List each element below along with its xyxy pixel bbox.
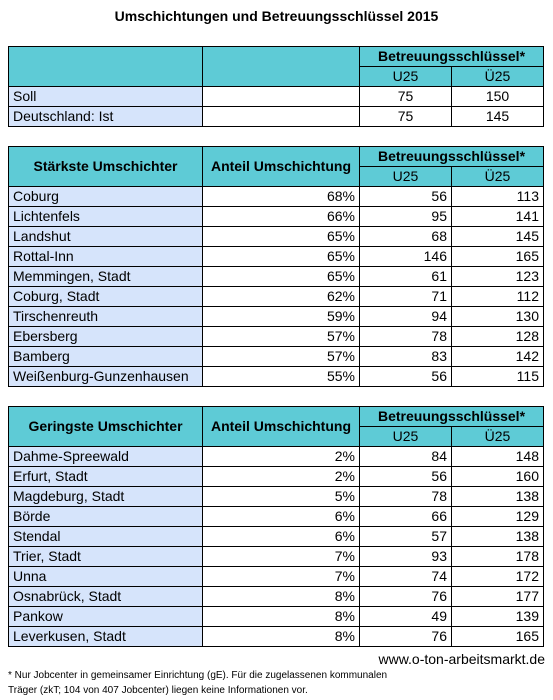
name-cell: Magdeburg, Stadt bbox=[9, 487, 203, 507]
ue25-cell: 130 bbox=[452, 307, 544, 327]
header-ue25: Ü25 bbox=[452, 67, 544, 87]
share-cell: 2% bbox=[203, 467, 360, 487]
header-u25: U25 bbox=[360, 67, 452, 87]
header-share: Anteil Umschichtung bbox=[203, 407, 360, 447]
ue25-cell: 165 bbox=[452, 627, 544, 647]
table-row bbox=[9, 507, 544, 527]
table-row bbox=[9, 267, 544, 287]
ue25-cell: 138 bbox=[452, 487, 544, 507]
header-u25: U25 bbox=[360, 167, 452, 187]
footnote bbox=[8, 668, 428, 698]
u25-cell: 56 bbox=[360, 467, 452, 487]
table-row bbox=[9, 227, 544, 247]
weakest-body bbox=[9, 447, 544, 647]
strongest-body bbox=[9, 187, 544, 387]
name-cell: Coburg, Stadt bbox=[9, 287, 203, 307]
header-betreuungsschluessel: Betreuungsschlüssel* bbox=[360, 407, 544, 427]
share-cell: 7% bbox=[203, 567, 360, 587]
table-row bbox=[9, 467, 544, 487]
table-row bbox=[9, 207, 544, 227]
header-name: Geringste Umschichter bbox=[9, 407, 203, 447]
ue25-cell: 160 bbox=[452, 467, 544, 487]
source-url: www.o-ton-arbeitsmarkt.de bbox=[378, 651, 545, 667]
u25-cell: 49 bbox=[360, 607, 452, 627]
table-row bbox=[9, 367, 544, 387]
header-name: Stärkste Umschichter bbox=[9, 147, 203, 187]
share-cell: 65% bbox=[203, 267, 360, 287]
footnote-line: * Nur Jobcenter in gemeinsamer Einrichtung (gE). Für die zugelassenen kommunalen bbox=[8, 670, 388, 681]
table-row bbox=[9, 567, 544, 587]
table-row bbox=[9, 447, 544, 467]
name-cell: Leverkusen, Stadt bbox=[9, 627, 203, 647]
ue25-cell: 150 bbox=[452, 87, 544, 107]
u25-cell: 61 bbox=[360, 267, 452, 287]
ue25-cell: 172 bbox=[452, 567, 544, 587]
ue25-cell: 115 bbox=[452, 367, 544, 387]
share-cell: 7% bbox=[203, 547, 360, 567]
u25-cell: 57 bbox=[360, 527, 452, 547]
name-cell: Osnabrück, Stadt bbox=[9, 587, 203, 607]
u25-cell: 95 bbox=[360, 207, 452, 227]
ue25-cell: 128 bbox=[452, 327, 544, 347]
table-row bbox=[9, 107, 544, 127]
u25-cell: 68 bbox=[360, 227, 452, 247]
ue25-cell: 113 bbox=[452, 187, 544, 207]
empty-cell bbox=[203, 107, 360, 127]
share-cell: 62% bbox=[203, 287, 360, 307]
name-cell: Weißenburg-Gunzenhausen bbox=[9, 367, 203, 387]
ue25-cell: 178 bbox=[452, 547, 544, 567]
share-cell: 65% bbox=[203, 247, 360, 267]
ue25-cell: 145 bbox=[452, 107, 544, 127]
table-row bbox=[9, 247, 544, 267]
u25-cell: 75 bbox=[360, 107, 452, 127]
u25-cell: 93 bbox=[360, 547, 452, 567]
u25-cell: 76 bbox=[360, 627, 452, 647]
share-cell: 57% bbox=[203, 347, 360, 367]
table-row bbox=[9, 187, 544, 207]
ue25-cell: 177 bbox=[452, 587, 544, 607]
name-cell: Coburg bbox=[9, 187, 203, 207]
name-cell: Lichtenfels bbox=[9, 207, 203, 227]
name-cell: Unna bbox=[9, 567, 203, 587]
u25-cell: 56 bbox=[360, 367, 452, 387]
name-cell: Tirschenreuth bbox=[9, 307, 203, 327]
table-row bbox=[9, 327, 544, 347]
weakest-table bbox=[8, 406, 544, 647]
table-row bbox=[9, 547, 544, 567]
u25-cell: 76 bbox=[360, 587, 452, 607]
u25-cell: 94 bbox=[360, 307, 452, 327]
table-row bbox=[9, 307, 544, 327]
share-cell: 6% bbox=[203, 507, 360, 527]
share-cell: 57% bbox=[203, 327, 360, 347]
header-ue25: Ü25 bbox=[452, 167, 544, 187]
header-betreuungsschluessel: Betreuungsschlüssel* bbox=[360, 147, 544, 167]
ue25-cell: 141 bbox=[452, 207, 544, 227]
share-cell: 2% bbox=[203, 447, 360, 467]
page-title: Umschichtungen und Betreuungsschlüssel 2015 bbox=[114, 8, 439, 24]
row-label: Soll bbox=[9, 87, 203, 107]
table-row bbox=[9, 607, 544, 627]
ue25-cell: 142 bbox=[452, 347, 544, 367]
name-cell: Trier, Stadt bbox=[9, 547, 203, 567]
share-cell: 65% bbox=[203, 227, 360, 247]
footnote-line: Träger (zkT; 104 von 407 Jobcenter) liegen keine Informationen vor. bbox=[8, 685, 308, 696]
u25-cell: 56 bbox=[360, 187, 452, 207]
share-cell: 59% bbox=[203, 307, 360, 327]
header-u25: U25 bbox=[360, 427, 452, 447]
name-cell: Erfurt, Stadt bbox=[9, 467, 203, 487]
share-cell: 8% bbox=[203, 627, 360, 647]
table-row bbox=[9, 347, 544, 367]
ue25-cell: 112 bbox=[452, 287, 544, 307]
ue25-cell: 123 bbox=[452, 267, 544, 287]
ue25-cell: 129 bbox=[452, 507, 544, 527]
name-cell: Ebersberg bbox=[9, 327, 203, 347]
ue25-cell: 138 bbox=[452, 527, 544, 547]
table-row bbox=[9, 487, 544, 507]
name-cell: Rottal-Inn bbox=[9, 247, 203, 267]
name-cell: Börde bbox=[9, 507, 203, 527]
header-share: Anteil Umschichtung bbox=[203, 147, 360, 187]
ue25-cell: 145 bbox=[452, 227, 544, 247]
ue25-cell: 165 bbox=[452, 247, 544, 267]
u25-cell: 66 bbox=[360, 507, 452, 527]
table-row bbox=[9, 587, 544, 607]
strongest-table bbox=[8, 146, 544, 387]
share-cell: 6% bbox=[203, 527, 360, 547]
u25-cell: 74 bbox=[360, 567, 452, 587]
table-row bbox=[9, 527, 544, 547]
header-empty-cell bbox=[9, 47, 203, 87]
name-cell: Stendal bbox=[9, 527, 203, 547]
u25-cell: 75 bbox=[360, 87, 452, 107]
name-cell: Pankow bbox=[9, 607, 203, 627]
u25-cell: 83 bbox=[360, 347, 452, 367]
share-cell: 68% bbox=[203, 187, 360, 207]
u25-cell: 78 bbox=[360, 487, 452, 507]
table-row bbox=[9, 627, 544, 647]
header-betreuungsschluessel: Betreuungsschlüssel* bbox=[360, 47, 544, 67]
share-cell: 8% bbox=[203, 607, 360, 627]
name-cell: Landshut bbox=[9, 227, 203, 247]
share-cell: 55% bbox=[203, 367, 360, 387]
name-cell: Memmingen, Stadt bbox=[9, 267, 203, 287]
ue25-cell: 139 bbox=[452, 607, 544, 627]
row-label: Deutschland: Ist bbox=[9, 107, 203, 127]
u25-cell: 71 bbox=[360, 287, 452, 307]
target-table bbox=[8, 46, 544, 127]
u25-cell: 146 bbox=[360, 247, 452, 267]
ue25-cell: 148 bbox=[452, 447, 544, 467]
empty-cell bbox=[203, 87, 360, 107]
header-ue25: Ü25 bbox=[452, 427, 544, 447]
name-cell: Bamberg bbox=[9, 347, 203, 367]
name-cell: Dahme-Spreewald bbox=[9, 447, 203, 467]
header-empty-cell bbox=[203, 47, 360, 87]
share-cell: 66% bbox=[203, 207, 360, 227]
table-row bbox=[9, 287, 544, 307]
table-row bbox=[9, 87, 544, 107]
share-cell: 5% bbox=[203, 487, 360, 507]
share-cell: 8% bbox=[203, 587, 360, 607]
u25-cell: 84 bbox=[360, 447, 452, 467]
u25-cell: 78 bbox=[360, 327, 452, 347]
